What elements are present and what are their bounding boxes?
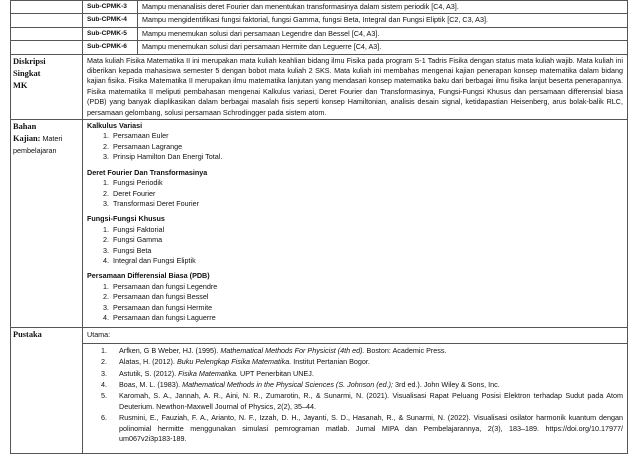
ref-text: Rusmini, E., Fauziah, F. A., Arianto, N. F., Izzah, D. H., Jayanti, S. D., Hasanah, R., & Sunarmi, N. (2022). Visualisasi osilator harmonik kuantum dengan polinomial hermitte menggunakan simulasi pemrograman matlab. Jurnal MIPA dan Pembelajarannya, 2(3), 183–189. https://doi.org/10.17977/ um067v2i3p183-189. — [119, 413, 623, 444]
deskripsi-label-line: Singkat — [13, 68, 41, 78]
deskripsi-label — [11, 54, 83, 119]
subcpmk-row — [11, 14, 628, 27]
list-item: 2. Persamaan dan fungsi Bessel — [111, 292, 623, 302]
list-item: 3. Transformasi Deret Fourier — [111, 199, 623, 209]
ref-title: Buku Pelengkap Fisika Matematika. — [176, 357, 292, 367]
pustaka-refs — [83, 343, 628, 454]
reference-item — [101, 357, 623, 367]
ref-text: Boston: Academic Press. — [364, 345, 447, 355]
bahan-label-line — [13, 133, 78, 145]
subcpmk-row — [11, 1, 628, 14]
list-item: 3. Fungsi Beta — [111, 246, 623, 256]
reference-item — [101, 380, 623, 390]
pustaka-row — [11, 328, 628, 343]
ref-text: Karomah, S. A., Jannah, A. R., Aini, N. R., Zumarotin, R., & Sunarmi, N. (2021). Visualisasi Rapat Peluang Posisi Elektron terhadap Sudut pada Atom Deuterium. Newthon-Maxwell Journal of Physics, 2(2), 35–44. — [119, 391, 623, 411]
ref-text: 3rd ed.). John Wiley & Sons, Inc. — [393, 380, 500, 389]
reference-item — [101, 369, 623, 379]
pustaka-refs-row — [11, 343, 628, 454]
reference-list — [87, 346, 623, 445]
bahan-label-bold: Kajian: — [13, 134, 41, 144]
ref-text: UPT Penerbitan UNEJ. — [238, 368, 314, 378]
section-title: Persamaan Differensial Biasa (PDB) — [87, 271, 210, 281]
ref-text: Arfken, G B Weber, HJ. (1995). — [119, 345, 221, 355]
section-list — [87, 282, 623, 324]
list-item: 2. Deret Fourier — [111, 189, 623, 199]
reference-item — [101, 346, 623, 356]
bahan-row — [11, 120, 628, 328]
deskripsi-label-line: Diskripsi — [13, 56, 46, 66]
empty-cell — [11, 27, 83, 40]
subcpmk-text: Mampu menemukan solusi dari persamaan Hermite dan Leguerre [C4, A3]. — [138, 41, 628, 54]
subcpmk-code: Sub-CPMK-5 — [83, 27, 138, 40]
deskripsi-row — [11, 54, 628, 119]
list-item: 1. Fungsi Faktorial — [111, 225, 623, 235]
subcpmk-text: Mampu menanalisis deret Fourier dan menentukan transformasinya dalam sistem periodik [C4, A3]. — [138, 1, 628, 14]
pustaka-utama: Utama: — [83, 328, 628, 343]
ref-text: Astutik, S. (2012). — [119, 368, 179, 378]
ref-text: Boas, M. L. (1983). — [119, 380, 183, 389]
subcpmk-code: Sub-CPMK-4 — [83, 14, 138, 27]
bahan-label — [11, 120, 83, 328]
section-title: Kalkulus Variasi — [87, 121, 143, 131]
ref-title: Mathematical Methods in the Physical Sciences (S. Johnson (ed.); — [182, 380, 394, 389]
subcpmk-code: Sub-CPMK-3 — [83, 1, 138, 14]
ref-title: Fisika Matematika. — [178, 368, 239, 378]
reference-item — [101, 391, 623, 412]
empty-cell — [11, 14, 83, 27]
bahan-content — [83, 120, 628, 328]
subcpmk-row — [11, 27, 628, 40]
deskripsi-label-line: MK — [13, 80, 28, 90]
bahan-label-regular: Materi — [40, 134, 63, 144]
ref-title: Mathematical Methods For Physicist (4th ed). — [220, 345, 365, 355]
list-item: 2. Persamaan Lagrange — [111, 142, 623, 152]
list-item: 2. Fungsi Gamma — [111, 235, 623, 245]
section-title: Deret Fourier Dan Transformasinya — [87, 167, 208, 177]
list-item: 4. Integral dan Fungsi Eliptik — [111, 256, 623, 266]
section-title: Fungsi-Fungsi Khusus — [87, 214, 165, 224]
bahan-label-line: pembelajaran — [13, 146, 57, 156]
deskripsi-text: Mata kuliah Fisika Matematika II ini merupakan mata kuliah keahlian bidang ilmu Fisika pada program S-1 Tadris Fisika dengan status mata kuliah wajib. Mata kuliah ini diberikan kepada mahasiswa semester 5 dengan bobot mata kuliah 2 SKS. Mata kuliah ini membahas mengenai kajian penerapan konsep matematika dalam bidang kajian fisika. Fisika Matematika II merupakan ilmu matematika lanjutan yang mendasari konsep matematika baku dari berbagai ilmu fisika lanjut beserta penerapannya. Fisika matematika II meliputi pembahasan mengenai Kalkulus variasi, Deret Fourier dan Transformasinya, Fungsi-Fungsi Khusus dan persamaan differensial biasa (PDB) yang banyak diaplikasikan dalam berbagai masalah fisis seperti konsep Hamiltonian, analisis desain signal, ketidapastian Heisenberg, arus bolak-balik RLC, persamaan gelombang, solusi persamaan Schrodingger pada sistem atom. — [83, 54, 628, 119]
empty-cell — [11, 41, 83, 54]
ref-text: Alatas, H. (2012). — [119, 357, 177, 367]
empty-cell — [11, 1, 83, 14]
list-item: 4. Persamaan dan fungsi Laguerre — [111, 313, 623, 323]
section-list — [87, 178, 623, 209]
reference-item — [101, 413, 623, 444]
subcpmk-code: Sub-CPMK-6 — [83, 41, 138, 54]
subcpmk-text: Mampu mengidentifikasi fungsi faktorial, fungsi Gamma, fungsi Beta, Integral dan Fungsi Eliptik [C2, C3, A3]. — [138, 14, 628, 27]
list-item: 1. Fungsi Periodik — [111, 178, 623, 188]
ref-text: Institut Pertanian Bogor. — [291, 357, 370, 367]
section-list — [87, 225, 623, 267]
list-item: 3. Persamaan dan fungsi Hermite — [111, 303, 623, 313]
list-item: 1. Persamaan Euler — [111, 131, 623, 141]
list-item: 1. Persamaan dan fungsi Legendre — [111, 282, 623, 292]
list-item: 3. Prinsip Hamilton Dan Energi Total. — [111, 152, 623, 162]
subcpmk-row — [11, 41, 628, 54]
bahan-label-line: Bahan — [13, 122, 37, 132]
pustaka-label: Pustaka — [11, 328, 83, 454]
subcpmk-text: Mampu menemukan solusi dari persamaan Legendre dan Bessel [C4, A3]. — [138, 27, 628, 40]
rps-table — [10, 0, 628, 454]
section-list — [87, 131, 623, 162]
